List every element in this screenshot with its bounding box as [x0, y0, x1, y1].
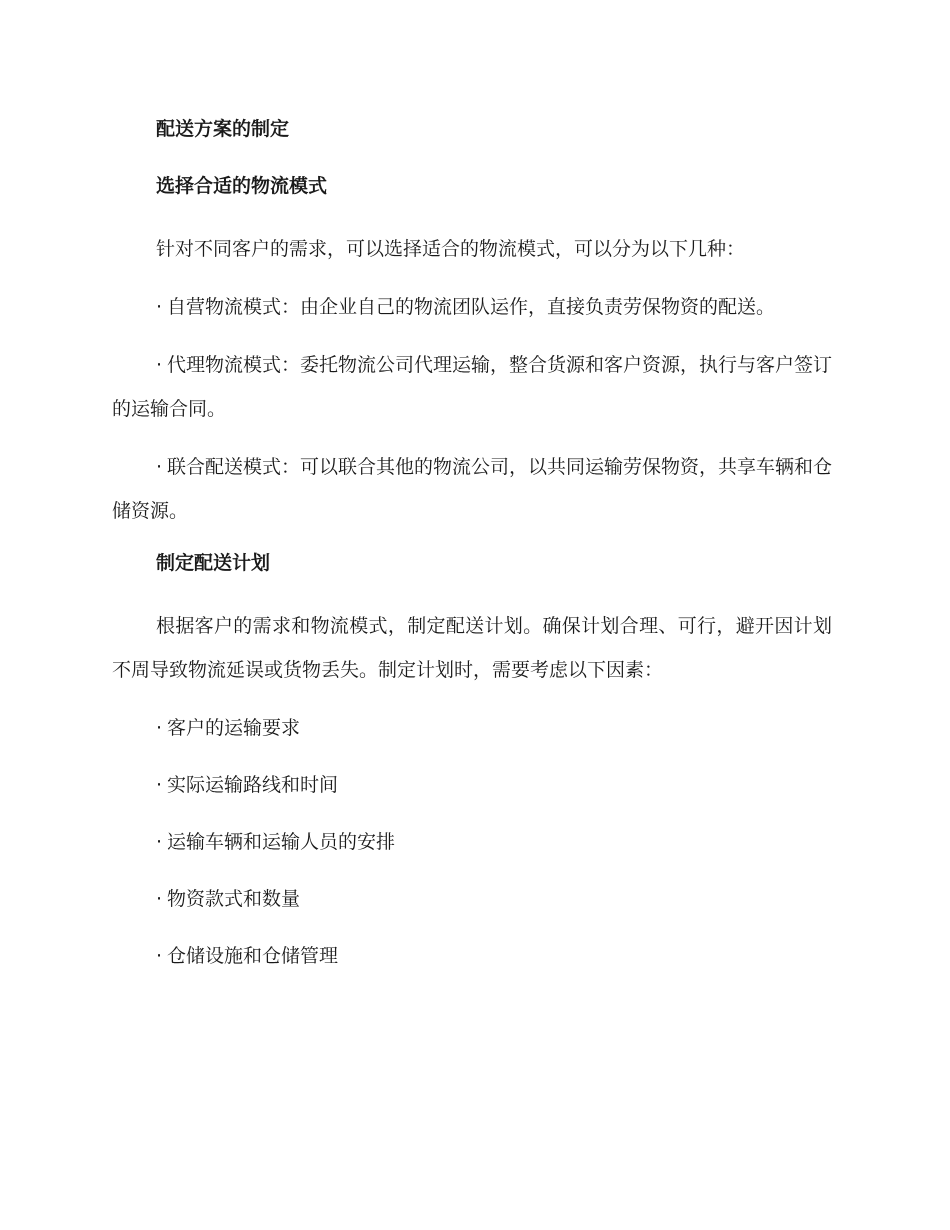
list-item-text: 客户的运输要求 — [167, 717, 301, 739]
list-item-text: 实际运输路线和时间 — [167, 774, 339, 796]
logistics-mode-intro: 针对不同客户的需求，可以选择适合的物流模式，可以分为以下几种： — [156, 238, 746, 260]
list-item — [112, 445, 832, 533]
bullet-dot-icon: · — [156, 717, 163, 739]
list-item-text: 代理物流模式：委托物流公司代理运输，整合货源和客户资源，执行与客户签订的运输合同。 — [112, 354, 833, 420]
list-item-text: 运输车辆和运输人员的安排 — [167, 831, 396, 853]
bullet-dot-icon: · — [156, 296, 163, 318]
list-item — [112, 877, 832, 921]
list-item — [112, 763, 832, 807]
list-item — [112, 343, 832, 431]
list-item — [112, 706, 832, 750]
bullet-dot-icon: · — [156, 888, 163, 910]
bullet-dot-icon: · — [156, 456, 163, 478]
bullet-dot-icon: · — [156, 354, 163, 376]
list-item — [112, 285, 832, 329]
section-title: 配送方案的制定 — [156, 118, 290, 140]
list-item-text: 仓储设施和仓储管理 — [167, 945, 339, 967]
list-item-text: 物资款式和数量 — [167, 888, 301, 910]
list-item-text: 联合配送模式：可以联合其他的物流公司，以共同运输劳保物资，共享车辆和仓储资源。 — [112, 456, 833, 522]
delivery-plan-heading: 制定配送计划 — [156, 552, 271, 574]
delivery-plan-intro: 根据客户的需求和物流模式，制定配送计划。确保计划合理、可行，避开因计划不周导致物流延误或货物丢失。制定计划时，需要考虑以下因素： — [112, 615, 832, 681]
bullet-dot-icon: · — [156, 945, 163, 967]
logistics-mode-heading: 选择合适的物流模式 — [156, 175, 328, 197]
list-item — [112, 820, 832, 864]
bullet-dot-icon: · — [156, 774, 163, 796]
list-item-text: 自营物流模式：由企业自己的物流团队运作，直接负责劳保物资的配送。 — [167, 296, 776, 318]
delivery-plan-factors — [112, 706, 832, 978]
logistics-mode-list — [112, 285, 832, 533]
bullet-dot-icon: · — [156, 831, 163, 853]
list-item — [112, 934, 832, 978]
